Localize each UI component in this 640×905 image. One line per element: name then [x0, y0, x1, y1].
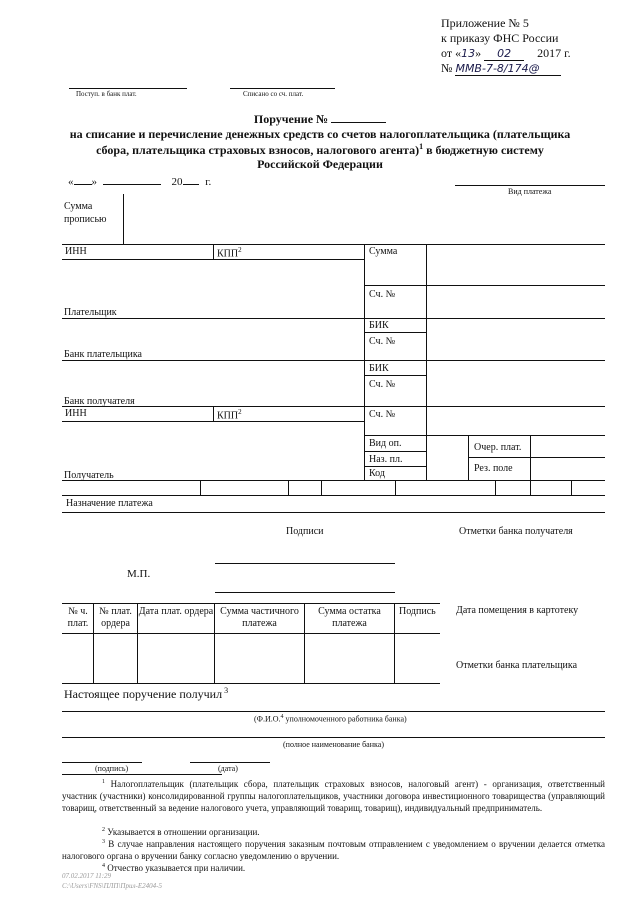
- grid-line: [62, 360, 605, 361]
- bank-full-name-caption: (полное наименование банка): [283, 740, 384, 749]
- signature-line-1[interactable]: [215, 563, 395, 564]
- cardfile-date-label: Дата помещения в картотеку: [456, 605, 579, 616]
- footnote-4-mark: 4: [102, 863, 105, 869]
- grid-line: [571, 480, 572, 495]
- signature-caption: (подпись): [95, 764, 129, 773]
- grid-line: [62, 259, 364, 260]
- fio-caption-tail: уполномоченного работника банка): [283, 714, 407, 724]
- appendix-order: к приказу ФНС России: [441, 31, 559, 45]
- footnote-3-text: В случае направления настоящего поручения заказным почтовым отправлением с уведомлением о вручении делается отметка налогового органа о вручении банку согласно уведомлению о вручении.: [62, 839, 605, 861]
- recipient-kpp-text: КПП: [217, 410, 239, 422]
- recipient-bik-label: БИК: [369, 363, 389, 374]
- fio-caption: [254, 714, 407, 724]
- table-header-partial-no: № ч. плат.: [67, 606, 89, 629]
- priority-label: Очер. плат.: [474, 442, 522, 453]
- grid-line: [364, 332, 426, 333]
- table-header-remaining-sum: Сумма остатка платежа: [318, 606, 381, 629]
- grid-line: [62, 421, 364, 422]
- payer-bank-marks-label: Отметки банка плательщика: [456, 660, 578, 671]
- title-line3-tail: в бюджетную систему: [423, 143, 544, 157]
- print-stamp-line1: 07.02.2017 11:29: [62, 872, 112, 880]
- date-caption: (дата): [218, 764, 238, 773]
- date-line: [68, 176, 211, 188]
- payer-kpp-label: [217, 246, 242, 259]
- recipient-bank-marks-label: Отметки банка получателя: [459, 526, 573, 537]
- stamp-place-label: М.П.: [127, 568, 151, 580]
- grid-line: [364, 451, 426, 452]
- grid-line: [395, 480, 396, 495]
- received-caption: Поступ. в банк плат.: [76, 90, 137, 98]
- appendix-date: [441, 46, 571, 61]
- footnote-separator: [62, 774, 222, 775]
- print-stamp-line2: C:\Users\FNS\ПЛП\Прил-E2404-5: [62, 882, 162, 890]
- footnote-2-mark: 2: [102, 827, 105, 833]
- footnote-4-text: Отчество указывается при наличии.: [107, 863, 246, 873]
- grid-line: [62, 318, 605, 319]
- recipient-kpp-label: [217, 408, 242, 421]
- recipient-bank-account-label: Сч. №: [369, 379, 396, 390]
- debited-line: [230, 88, 335, 89]
- reserve-field-label: Рез. поле: [474, 463, 513, 474]
- order-title: [0, 112, 640, 127]
- received-line: [69, 88, 187, 89]
- purpose-label: Назначение платежа: [66, 498, 153, 509]
- grid-line: [364, 435, 605, 436]
- received-footnote-mark: 3: [224, 686, 229, 695]
- recipient-inn-label: ИНН: [65, 408, 87, 419]
- recipient-bank-label: Банк получателя: [64, 396, 135, 407]
- date-year-field[interactable]: [183, 184, 199, 185]
- recipient-kpp-footnote: 2: [238, 408, 242, 416]
- grid-line: [213, 244, 214, 259]
- payer-bik-label: БИК: [369, 320, 389, 331]
- grid-line: [364, 375, 426, 376]
- received-by-text: Настоящее поручение получил: [64, 687, 223, 701]
- table-line: [62, 603, 440, 604]
- grid-line: [288, 480, 289, 495]
- appendix-num-prefix: №: [441, 61, 453, 75]
- signature-field-line[interactable]: [62, 762, 142, 763]
- table-line: [62, 683, 440, 684]
- footnote-1-mark: 1: [102, 779, 105, 785]
- grid-line: [495, 480, 496, 495]
- payer-kpp-footnote: 2: [238, 246, 242, 254]
- fio-caption-text: (Ф.И.О.: [254, 714, 281, 724]
- appendix-month: 02: [484, 47, 524, 61]
- grid-line: [468, 457, 605, 458]
- date-open-quote: «: [68, 176, 74, 188]
- appendix-date-prefix: от «: [441, 46, 462, 60]
- payer-label: Плательщик: [64, 307, 117, 318]
- grid-line: [530, 480, 531, 495]
- table-header-order-date: Дата плат. ордера: [138, 606, 214, 617]
- date-year-suffix: г.: [205, 176, 212, 188]
- payer-inn-label: ИНН: [65, 246, 87, 257]
- footnote-1-text: Налогоплательщик (плательщик сбора, плательщик страховых взносов, налоговый агент) - организация, ответственный участник (участники) консолидированной группы налогоплательщиков, участники договора инвестиционного товарищества (управляющий товарищ, ответственный за ведение налогового учета, управляющий товарищ, товарищ), индивидуальный предприниматель.: [62, 779, 606, 813]
- signatures-label: Подписи: [286, 526, 324, 537]
- grid-line: [200, 480, 201, 495]
- payer-bank-label: Банк плательщика: [64, 349, 142, 360]
- table-header-order-no: № плат. ордера: [99, 606, 132, 629]
- grid-line: [426, 244, 427, 480]
- payment-kind-line[interactable]: [455, 185, 605, 186]
- date-day-field[interactable]: [74, 184, 92, 185]
- table-line: [62, 633, 440, 634]
- payer-bank-account-label: Сч. №: [369, 336, 396, 347]
- order-number-field[interactable]: [331, 122, 386, 123]
- debited-caption: Списано со сч. плат.: [243, 90, 304, 98]
- grid-line: [62, 480, 605, 481]
- signature-line-2[interactable]: [215, 592, 395, 593]
- payer-kpp-text: КПП: [217, 248, 239, 260]
- footnote-2-text: Указывается в отношении организации.: [107, 827, 260, 837]
- payment-kind-caption: Вид платежа: [508, 187, 552, 196]
- date-month-field[interactable]: [103, 184, 161, 185]
- sum-label: Сумма: [369, 246, 398, 257]
- op-kind-label: Вид оп.: [369, 438, 402, 449]
- grid-line: [62, 244, 605, 245]
- footnote-4: [62, 860, 605, 874]
- title-line3: [0, 142, 640, 158]
- table-header-signature: Подпись: [399, 606, 436, 617]
- appendix-day: 13: [461, 47, 476, 60]
- appendix-number: Приложение № 5: [441, 16, 529, 30]
- fio-line[interactable]: [62, 711, 605, 712]
- footnote-3: [62, 836, 605, 862]
- code-label: Код: [369, 468, 385, 479]
- title-line2: на списание и перечисление денежных средств со счетов налогоплательщика (плательщика: [69, 127, 571, 141]
- appendix-date-mid: »: [475, 46, 482, 60]
- grid-line: [62, 495, 605, 496]
- grid-line: [321, 480, 322, 495]
- table-line: [394, 603, 395, 683]
- grid-line: [364, 466, 426, 467]
- appendix-year: 2017 г.: [537, 46, 571, 60]
- footnote-3-mark: 3: [102, 839, 105, 845]
- table-header-partial-sum: Сумма частичного платежа: [220, 606, 299, 629]
- sum-in-words-field[interactable]: [124, 194, 605, 244]
- bank-name-line[interactable]: [62, 737, 605, 738]
- title-line3-text: сбора, плательщика страховых взносов, налогового агента): [96, 143, 420, 157]
- grid-line: [364, 244, 365, 480]
- purpose-code-label: Наз. пл.: [369, 454, 403, 465]
- footnote-1: [62, 776, 605, 814]
- date-field-line[interactable]: [190, 762, 270, 763]
- appendix-num-value: ММВ-7-8/174@: [455, 62, 561, 76]
- received-by-label: [64, 686, 228, 702]
- fio-footnote-mark: 4: [280, 714, 284, 720]
- grid-line: [364, 285, 605, 286]
- order-title-text: Поручение №: [253, 112, 329, 126]
- title-line4: Российской Федерации: [257, 157, 383, 171]
- payer-account-label: Сч. №: [369, 289, 396, 300]
- appendix-doc-number: [441, 61, 561, 76]
- recipient-label: Получатель: [64, 470, 114, 481]
- grid-line: [62, 512, 605, 513]
- title-footnote-mark: 1: [419, 142, 424, 151]
- grid-line: [62, 406, 605, 407]
- date-year-prefix: 20: [171, 176, 183, 188]
- recipient-account-label: Сч. №: [369, 409, 396, 420]
- date-close-quote: »: [91, 176, 97, 188]
- grid-line: [213, 406, 214, 421]
- sum-in-words-label: Сумма прописью: [64, 201, 107, 225]
